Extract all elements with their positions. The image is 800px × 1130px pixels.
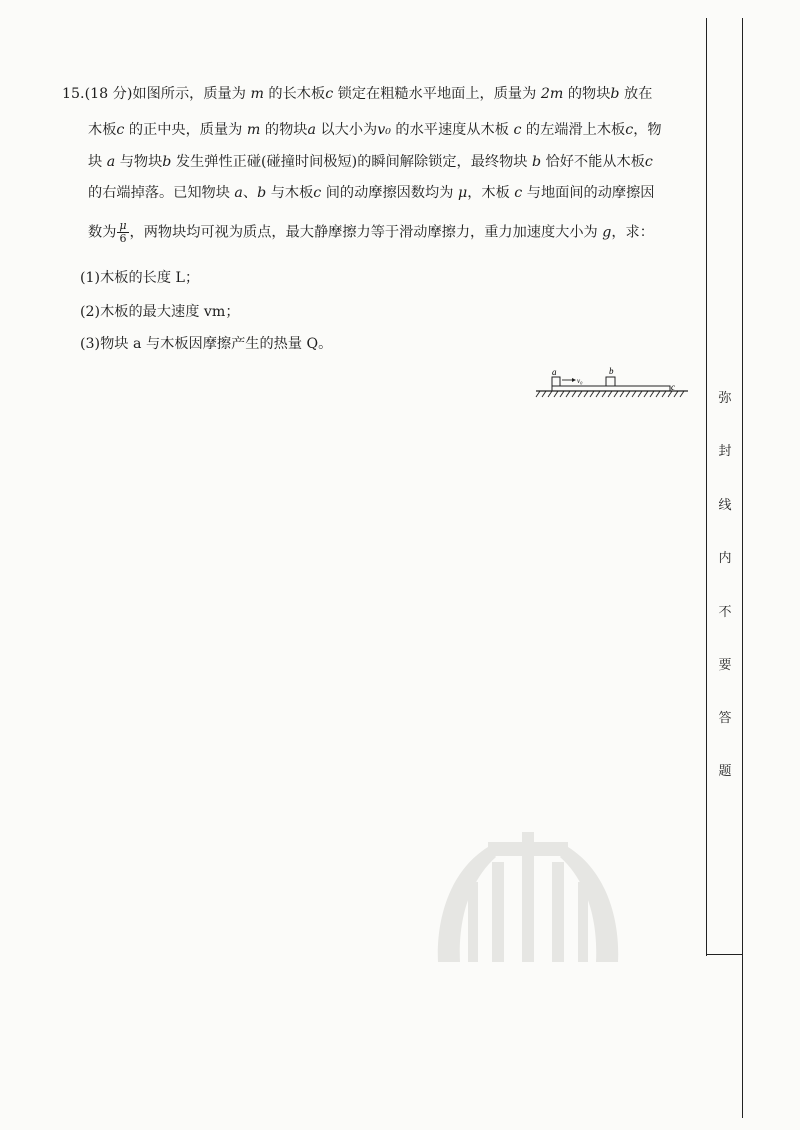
sidebar-char: 内: [718, 551, 732, 566]
sidebar-char: 弥: [718, 391, 732, 406]
fraction-denominator: 6: [119, 232, 127, 245]
arrow-head-icon: [572, 378, 576, 382]
fraction-mu-over-6: [117, 220, 128, 245]
text: 的右端掉落。已知物块: [88, 185, 230, 201]
board-c: [552, 386, 670, 391]
sidebar-char: 题: [718, 764, 732, 779]
binding-line-right: [742, 18, 743, 1118]
var-c: c: [116, 122, 125, 138]
sidebar-char: 封: [718, 444, 732, 459]
var-m: m: [246, 122, 261, 138]
var-c: c: [325, 86, 334, 102]
fraction-numerator: μ: [119, 219, 127, 232]
board-blocks-figure: [534, 364, 692, 408]
var-b: b: [610, 86, 620, 102]
text: 发生弹性正碰(碰撞时间极短)的瞬间解除锁定，最终物块: [175, 154, 528, 170]
text: 与物块: [119, 154, 163, 170]
text: 的水平速度从木板: [395, 122, 509, 138]
problem-line-5: [88, 220, 654, 245]
text: 间的动摩擦因数均为: [325, 185, 454, 201]
question-2: (2)木板的最大速度 vm；: [80, 304, 240, 320]
ground-hatching: [536, 391, 684, 397]
var-c: c: [514, 185, 523, 201]
question-1: (1)木板的长度 L；: [80, 270, 200, 286]
binding-line-left: [706, 18, 707, 956]
var-mu: μ: [457, 185, 468, 201]
block-b: [606, 377, 615, 386]
var-b: b: [531, 154, 542, 170]
text: ，求：: [611, 224, 654, 241]
text: 、: [242, 185, 258, 201]
mass-2m: 2m: [540, 86, 564, 102]
watermark-logo: [428, 812, 628, 972]
var-c: c: [625, 122, 634, 138]
text: 与地面间的动摩擦因: [526, 185, 655, 201]
sidebar-char: 线: [718, 498, 732, 513]
text: 放在: [624, 86, 653, 102]
problem-line-4: [88, 182, 654, 202]
var-g: g: [602, 224, 612, 241]
label-b: b: [609, 366, 614, 376]
text: 的物块: [264, 122, 308, 138]
var-m: m: [250, 86, 264, 102]
var-c: c: [644, 154, 653, 170]
text: 块: [88, 154, 103, 170]
sidebar-char: 要: [718, 658, 732, 673]
text: 数为: [88, 224, 117, 241]
var-b: b: [162, 154, 172, 170]
problem-number: 15.: [62, 86, 85, 102]
question-3: (3)物块 a 与木板因摩擦产生的热量 Q。: [80, 336, 333, 352]
text: 锁定在粗糙水平地面上，质量为: [337, 86, 537, 102]
text: 的左端滑上木板: [525, 122, 626, 138]
var-a: a: [106, 154, 116, 170]
label-c: c: [671, 382, 675, 392]
label-a: a: [552, 367, 557, 377]
text: 如图所示，质量为: [132, 86, 246, 102]
text: 木板: [88, 122, 117, 138]
problem-line-3: [88, 151, 653, 171]
text: 以大小为: [320, 122, 378, 138]
text: ，物: [633, 122, 662, 138]
sidebar-char: 不: [718, 605, 732, 620]
var-c: c: [513, 122, 522, 138]
text: ，两物块均可视为质点，最大静摩擦力等于滑动摩擦力，重力加速度大小为: [129, 224, 598, 241]
text: 的长木板: [268, 86, 326, 102]
text: 恰好不能从木板: [545, 154, 645, 170]
text: 的物块: [567, 86, 611, 102]
problem-score: (18 分): [84, 86, 133, 102]
block-a: [552, 377, 560, 386]
problem-line-2: [88, 119, 662, 139]
label-v0: v₀: [577, 377, 583, 385]
text: 的正中央，质量为: [128, 122, 243, 138]
var-a: a: [234, 185, 243, 201]
var-b: b: [257, 185, 267, 201]
problem-line-1: [62, 83, 652, 103]
binding-line-end: [706, 954, 742, 955]
var-a: a: [307, 122, 316, 138]
var-c: c: [313, 185, 322, 201]
var-v0: v₀: [377, 122, 391, 138]
sidebar-char: 答: [718, 711, 732, 726]
text: ，木板: [467, 185, 510, 201]
text: 与木板: [270, 185, 314, 201]
